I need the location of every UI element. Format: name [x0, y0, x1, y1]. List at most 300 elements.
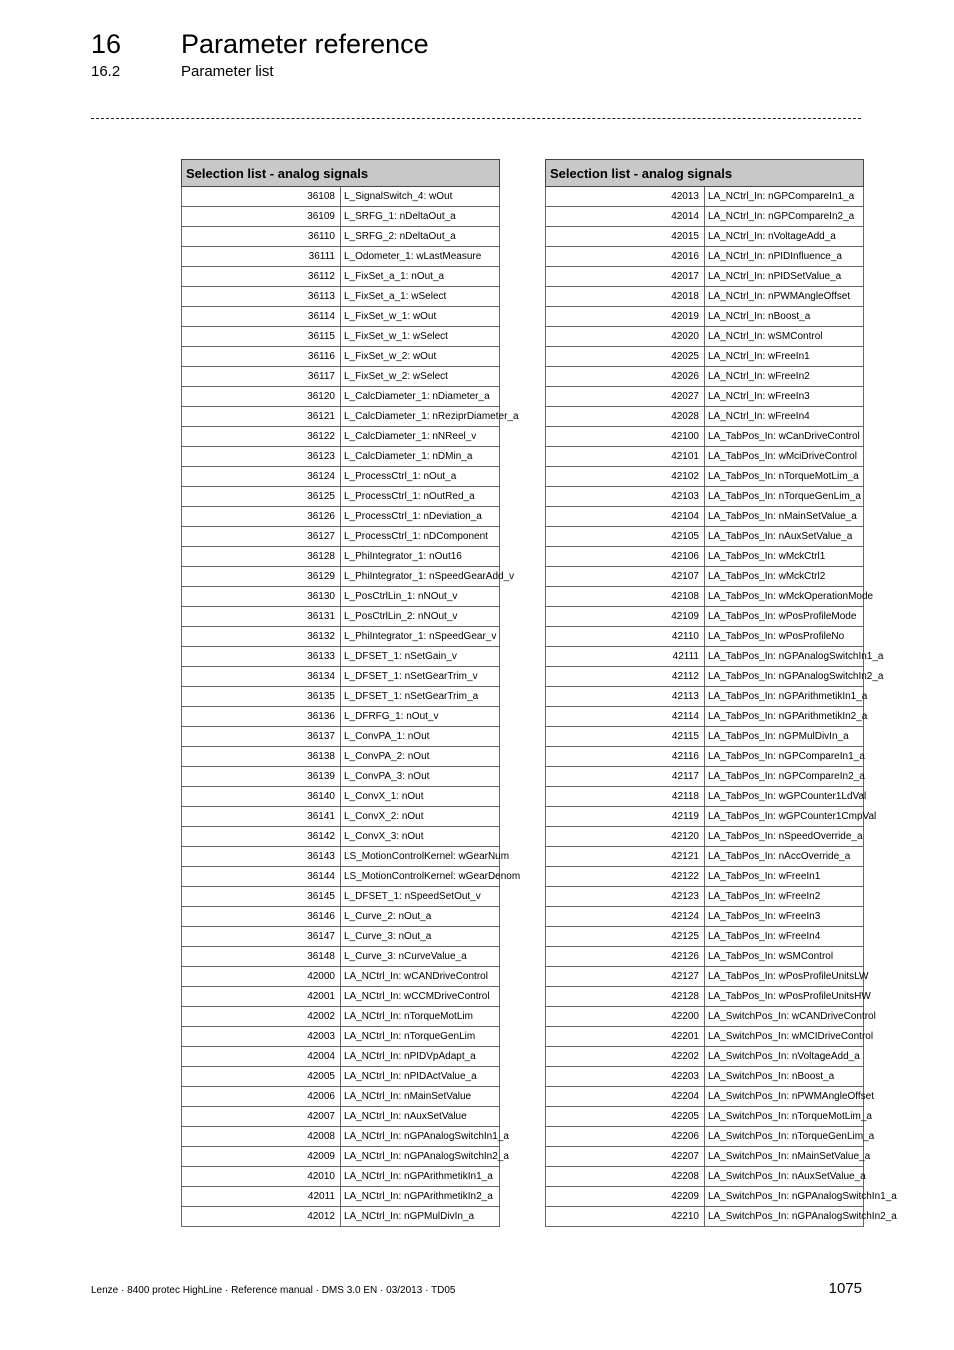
signal-code: 36127: [182, 527, 341, 547]
table-row: [182, 1127, 500, 1147]
signal-code: 42019: [546, 307, 705, 327]
signal-code: 42119: [546, 807, 705, 827]
signal-name: LA_TabPos_In: wFreeIn1: [705, 867, 864, 887]
table-row: [182, 547, 500, 567]
signal-code: 42106: [546, 547, 705, 567]
signal-code: 42104: [546, 507, 705, 527]
signal-name: LA_TabPos_In: wCanDriveControl: [705, 427, 864, 447]
signal-name: L_PosCtrlLin_1: nNOut_v: [341, 587, 500, 607]
table-row: [546, 367, 864, 387]
signal-code: 42110: [546, 627, 705, 647]
signal-name: L_DFSET_1: nSetGearTrim_v: [341, 667, 500, 687]
table-row: [182, 1027, 500, 1047]
table-row: [182, 267, 500, 287]
signal-code: 42115: [546, 727, 705, 747]
table-row: [546, 1107, 864, 1127]
signal-name: LA_NCtrl_In: nGPAnalogSwitchIn2_a: [341, 1147, 500, 1167]
signal-name: L_DFSET_1: nSetGain_v: [341, 647, 500, 667]
signal-code: 36113: [182, 287, 341, 307]
signal-code: 42201: [546, 1027, 705, 1047]
signal-name: LA_NCtrl_In: nPIDInfluence_a: [705, 247, 864, 267]
signal-code: 42005: [182, 1067, 341, 1087]
table-row: [546, 427, 864, 447]
signal-code: 42108: [546, 587, 705, 607]
signal-name: L_ConvX_2: nOut: [341, 807, 500, 827]
signal-code: 42206: [546, 1127, 705, 1147]
table-row: [546, 687, 864, 707]
signal-code: 42200: [546, 1007, 705, 1027]
signal-code: 42009: [182, 1147, 341, 1167]
signal-name: LA_NCtrl_In: wCCMDriveControl: [341, 987, 500, 1007]
signal-name: LA_TabPos_In: nTorqueMotLim_a: [705, 467, 864, 487]
signal-name: LA_SwitchPos_In: nVoltageAdd_a: [705, 1047, 864, 1067]
signal-name: L_CalcDiameter_1: nNReel_v: [341, 427, 500, 447]
signal-name: LA_TabPos_In: wMckCtrl2: [705, 567, 864, 587]
signal-name: LA_TabPos_In: nGPArithmetikIn2_a: [705, 707, 864, 727]
signal-code: 36121: [182, 407, 341, 427]
signal-name: LS_MotionControlKernel: wGearDenom: [341, 867, 500, 887]
table-row: [546, 1007, 864, 1027]
signal-name: L_FixSet_w_1: wOut: [341, 307, 500, 327]
table-title: Selection list - analog signals: [546, 160, 864, 187]
table-row: [182, 1147, 500, 1167]
signal-name: L_CalcDiameter_1: nDiameter_a: [341, 387, 500, 407]
signal-name: LA_NCtrl_In: wSMControl: [705, 327, 864, 347]
signal-name: L_SRFG_1: nDeltaOut_a: [341, 207, 500, 227]
signal-code: 42111: [546, 647, 705, 667]
table-row: [182, 767, 500, 787]
signal-code: 42107: [546, 567, 705, 587]
table-row: [182, 1067, 500, 1087]
table-row: [182, 407, 500, 427]
signal-name: LA_NCtrl_In: nGPCompareIn2_a: [705, 207, 864, 227]
table-row: [546, 1147, 864, 1167]
table-row: [546, 227, 864, 247]
signal-name: LA_TabPos_In: wPosProfileUnitsHW: [705, 987, 864, 1007]
signal-code: 42008: [182, 1127, 341, 1147]
signal-code: 36110: [182, 227, 341, 247]
signal-code: 36108: [182, 187, 341, 207]
table-row: [546, 387, 864, 407]
signal-code: 42126: [546, 947, 705, 967]
signal-code: 36125: [182, 487, 341, 507]
signal-name: LA_SwitchPos_In: wCANDriveControl: [705, 1007, 864, 1027]
signal-name: LA_SwitchPos_In: nGPAnalogSwitchIn2_a: [705, 1207, 864, 1227]
table-row: [182, 367, 500, 387]
table-row: [182, 487, 500, 507]
signal-code: 36134: [182, 667, 341, 687]
table-row: [182, 787, 500, 807]
signal-name: LA_SwitchPos_In: wMCIDriveControl: [705, 1027, 864, 1047]
table-row: [546, 507, 864, 527]
table-row: [182, 707, 500, 727]
signal-name: LA_SwitchPos_In: nAuxSetValue_a: [705, 1167, 864, 1187]
signal-name: L_ConvPA_2: nOut: [341, 747, 500, 767]
signal-name: LA_NCtrl_In: nGPArithmetikIn2_a: [341, 1187, 500, 1207]
signal-name: L_Odometer_1: wLastMeasure: [341, 247, 500, 267]
table-row: [182, 647, 500, 667]
signal-code: 42208: [546, 1167, 705, 1187]
signal-name: LA_TabPos_In: wGPCounter1LdVal: [705, 787, 864, 807]
signal-name: LA_NCtrl_In: nGPMulDivIn_a: [341, 1207, 500, 1227]
table-row: [182, 867, 500, 887]
table-row: [546, 1127, 864, 1147]
table-row: [546, 447, 864, 467]
signal-code: 42012: [182, 1207, 341, 1227]
signal-name: LA_TabPos_In: wPosProfileUnitsLW: [705, 967, 864, 987]
table-row: [546, 627, 864, 647]
table-row: [182, 1207, 500, 1227]
section-title: Parameter list: [181, 63, 274, 80]
signal-code: 42026: [546, 367, 705, 387]
page-number: 1075: [828, 1280, 862, 1297]
signal-code: 42112: [546, 667, 705, 687]
table-row: [182, 427, 500, 447]
signal-code: 42020: [546, 327, 705, 347]
table-row: [546, 747, 864, 767]
table-row: [546, 527, 864, 547]
signal-name: LA_TabPos_In: nTorqueGenLim_a: [705, 487, 864, 507]
table-row: [546, 547, 864, 567]
chapter-title: Parameter reference: [181, 29, 429, 59]
table-row: [546, 707, 864, 727]
signal-code: 36142: [182, 827, 341, 847]
signal-name: L_PhiIntegrator_1: nSpeedGearAdd_v: [341, 567, 500, 587]
signal-code: 36112: [182, 267, 341, 287]
signal-name: LA_SwitchPos_In: nTorqueGenLim_a: [705, 1127, 864, 1147]
signal-code: 42027: [546, 387, 705, 407]
signal-code: 42122: [546, 867, 705, 887]
signal-code: 42002: [182, 1007, 341, 1027]
signal-code: 36136: [182, 707, 341, 727]
signal-name: LA_TabPos_In: wFreeIn2: [705, 887, 864, 907]
table-row: [546, 1167, 864, 1187]
table-row: [546, 467, 864, 487]
signal-code: 36132: [182, 627, 341, 647]
table-row: [546, 887, 864, 907]
signal-name: LA_NCtrl_In: nGPArithmetikIn1_a: [341, 1167, 500, 1187]
signal-code: 36143: [182, 847, 341, 867]
signal-code: 42203: [546, 1067, 705, 1087]
signal-name: LA_NCtrl_In: nGPCompareIn1_a: [705, 187, 864, 207]
signal-name: LA_TabPos_In: nAccOverride_a: [705, 847, 864, 867]
signal-code: 42101: [546, 447, 705, 467]
signal-name: LA_NCtrl_In: wFreeIn2: [705, 367, 864, 387]
table-row: [182, 1087, 500, 1107]
table-row: [546, 267, 864, 287]
signal-name: LA_NCtrl_In: wFreeIn4: [705, 407, 864, 427]
table-row: [182, 667, 500, 687]
signal-name: LA_TabPos_In: nAuxSetValue_a: [705, 527, 864, 547]
signal-name: LA_NCtrl_In: nTorqueGenLim: [341, 1027, 500, 1047]
signal-code: 42025: [546, 347, 705, 367]
table-row: [182, 987, 500, 1007]
table-row: [182, 307, 500, 327]
signal-code: 36126: [182, 507, 341, 527]
signal-name: LA_SwitchPos_In: nBoost_a: [705, 1067, 864, 1087]
signal-name: L_DFSET_1: nSetGearTrim_a: [341, 687, 500, 707]
signal-code: 42116: [546, 747, 705, 767]
selection-list-table-left: [181, 159, 521, 1227]
table-row: [182, 507, 500, 527]
table-row: [182, 567, 500, 587]
signal-code: 42210: [546, 1207, 705, 1227]
table-row: [546, 207, 864, 227]
table-row: [546, 327, 864, 347]
signal-code: 42011: [182, 1187, 341, 1207]
signal-code: 42010: [182, 1167, 341, 1187]
signal-code: 42109: [546, 607, 705, 627]
signal-code: 36122: [182, 427, 341, 447]
table-row: [182, 187, 500, 207]
table-row: [546, 767, 864, 787]
signal-name: LA_SwitchPos_In: nTorqueMotLim_a: [705, 1107, 864, 1127]
signal-code: 36130: [182, 587, 341, 607]
signal-name: LA_NCtrl_In: nBoost_a: [705, 307, 864, 327]
table-row: [182, 907, 500, 927]
signal-code: 36114: [182, 307, 341, 327]
signal-code: 36120: [182, 387, 341, 407]
table-row: [546, 727, 864, 747]
table-row: [546, 987, 864, 1007]
signal-code: 36124: [182, 467, 341, 487]
signal-name: LS_MotionControlKernel: wGearNum: [341, 847, 500, 867]
signal-name: L_FixSet_a_1: nOut_a: [341, 267, 500, 287]
signal-code: 42014: [546, 207, 705, 227]
signal-name: L_FixSet_w_2: wSelect: [341, 367, 500, 387]
signal-name: L_ConvX_3: nOut: [341, 827, 500, 847]
chapter-number: 16: [91, 29, 122, 59]
table-row: [182, 687, 500, 707]
table-row: [182, 347, 500, 367]
table-row: [546, 287, 864, 307]
signal-name: L_FixSet_w_1: wSelect: [341, 327, 500, 347]
signal-code: 36109: [182, 207, 341, 227]
signal-code: 36128: [182, 547, 341, 567]
signal-code: 36111: [182, 247, 341, 267]
signal-name: LA_NCtrl_In: wCANDriveControl: [341, 967, 500, 987]
signal-name: L_Curve_2: nOut_a: [341, 907, 500, 927]
signal-name: LA_TabPos_In: nGPAnalogSwitchIn1_a: [705, 647, 864, 667]
signal-code: 36133: [182, 647, 341, 667]
signal-code: 42000: [182, 967, 341, 987]
signal-code: 42004: [182, 1047, 341, 1067]
signal-name: LA_NCtrl_In: nPIDVpAdapt_a: [341, 1047, 500, 1067]
table-row: [182, 607, 500, 627]
signal-name: LA_TabPos_In: wFreeIn3: [705, 907, 864, 927]
section-number: 16.2: [91, 63, 121, 80]
table-row: [546, 967, 864, 987]
signal-code: 42100: [546, 427, 705, 447]
signal-name: L_ProcessCtrl_1: nDComponent: [341, 527, 500, 547]
signal-code: 42015: [546, 227, 705, 247]
signal-name: LA_NCtrl_In: nMainSetValue: [341, 1087, 500, 1107]
signal-code: 36117: [182, 367, 341, 387]
signal-name: LA_NCtrl_In: nPIDSetValue_a: [705, 267, 864, 287]
table-row: [182, 467, 500, 487]
table-row: [546, 607, 864, 627]
signal-name: L_CalcDiameter_1: nDMin_a: [341, 447, 500, 467]
table-body: [182, 187, 521, 1227]
signal-name: LA_NCtrl_In: wFreeIn1: [705, 347, 864, 367]
signal-name: LA_NCtrl_In: nGPAnalogSwitchIn1_a: [341, 1127, 500, 1147]
signal-name: L_ConvPA_1: nOut: [341, 727, 500, 747]
signal-name: LA_SwitchPos_In: nPWMAngleOffset: [705, 1087, 864, 1107]
signal-code: 42017: [546, 267, 705, 287]
signal-code: 42205: [546, 1107, 705, 1127]
signal-name: L_SignalSwitch_4: wOut: [341, 187, 500, 207]
signal-name: L_FixSet_a_1: wSelect: [341, 287, 500, 307]
signal-name: LA_TabPos_In: wPosProfileMode: [705, 607, 864, 627]
table-row: [182, 587, 500, 607]
signal-name: L_ProcessCtrl_1: nOutRed_a: [341, 487, 500, 507]
signal-code: 42016: [546, 247, 705, 267]
signal-code: 36140: [182, 787, 341, 807]
signal-name: L_ProcessCtrl_1: nOut_a: [341, 467, 500, 487]
table-row: [182, 887, 500, 907]
table-row: [546, 867, 864, 887]
signal-code: 36145: [182, 887, 341, 907]
table-row: [546, 307, 864, 327]
table-row: [546, 347, 864, 367]
table-row: [546, 1207, 864, 1227]
table-row: [182, 247, 500, 267]
signal-name: LA_TabPos_In: nGPAnalogSwitchIn2_a: [705, 667, 864, 687]
selection-list-table-right: [545, 159, 897, 1227]
table-body: [546, 187, 897, 1227]
signal-code: 42128: [546, 987, 705, 1007]
table-row: [546, 827, 864, 847]
table-header-row: [182, 160, 500, 187]
signal-name: L_DFRFG_1: nOut_v: [341, 707, 500, 727]
table-row: [182, 627, 500, 647]
signal-name: LA_NCtrl_In: wFreeIn3: [705, 387, 864, 407]
signal-code: 42204: [546, 1087, 705, 1107]
signal-code: 42127: [546, 967, 705, 987]
table-row: [546, 947, 864, 967]
signal-name: L_FixSet_w_2: wOut: [341, 347, 500, 367]
signal-name: LA_TabPos_In: wPosProfileNo: [705, 627, 864, 647]
table-row: [182, 1007, 500, 1027]
signal-name: LA_NCtrl_In: nPIDActValue_a: [341, 1067, 500, 1087]
signal-name: L_ConvX_1: nOut: [341, 787, 500, 807]
signal-code: 42105: [546, 527, 705, 547]
signal-code: 42124: [546, 907, 705, 927]
signal-code: 42001: [182, 987, 341, 1007]
signal-name: L_Curve_3: nCurveValue_a: [341, 947, 500, 967]
table-row: [546, 807, 864, 827]
table-row: [182, 947, 500, 967]
table-row: [546, 907, 864, 927]
signal-name: LA_TabPos_In: nSpeedOverride_a: [705, 827, 864, 847]
signal-name: LA_NCtrl_In: nPWMAngleOffset: [705, 287, 864, 307]
signal-name: LA_SwitchPos_In: nGPAnalogSwitchIn1_a: [705, 1187, 864, 1207]
table-row: [546, 407, 864, 427]
table-row: [182, 807, 500, 827]
signal-code: 42123: [546, 887, 705, 907]
table-row: [182, 447, 500, 467]
table-header-row: [546, 160, 864, 187]
signal-code: 36144: [182, 867, 341, 887]
signal-name: LA_TabPos_In: wFreeIn4: [705, 927, 864, 947]
signal-code: 42103: [546, 487, 705, 507]
signal-code: 42209: [546, 1187, 705, 1207]
signal-code: 36139: [182, 767, 341, 787]
table-row: [546, 787, 864, 807]
signal-code: 42102: [546, 467, 705, 487]
signal-name: LA_TabPos_In: wGPCounter1CmpVal: [705, 807, 864, 827]
signal-code: 42007: [182, 1107, 341, 1127]
signal-code: 36116: [182, 347, 341, 367]
table-row: [182, 1187, 500, 1207]
signal-code: 42028: [546, 407, 705, 427]
signal-code: 42117: [546, 767, 705, 787]
table-row: [182, 1107, 500, 1127]
signal-name: L_DFSET_1: nSpeedSetOut_v: [341, 887, 500, 907]
table-row: [182, 827, 500, 847]
signal-code: 42202: [546, 1047, 705, 1067]
table-row: [182, 527, 500, 547]
signal-name: L_ProcessCtrl_1: nDeviation_a: [341, 507, 500, 527]
signal-name: LA_NCtrl_In: nTorqueMotLim: [341, 1007, 500, 1027]
signal-code: 42125: [546, 927, 705, 947]
table-row: [546, 667, 864, 687]
signal-code: 36138: [182, 747, 341, 767]
signal-code: 36135: [182, 687, 341, 707]
signal-name: LA_NCtrl_In: nAuxSetValue: [341, 1107, 500, 1127]
table-row: [546, 1087, 864, 1107]
table-row: [546, 847, 864, 867]
signal-code: 42018: [546, 287, 705, 307]
signal-name: LA_NCtrl_In: nVoltageAdd_a: [705, 227, 864, 247]
signal-code: 36146: [182, 907, 341, 927]
table-row: [182, 967, 500, 987]
header-divider: [91, 118, 861, 119]
table-row: [546, 1067, 864, 1087]
table-row: [546, 587, 864, 607]
table-row: [182, 227, 500, 247]
signal-code: 36115: [182, 327, 341, 347]
table-row: [546, 1187, 864, 1207]
signal-code: 42003: [182, 1027, 341, 1047]
table-row: [546, 247, 864, 267]
table-row: [182, 927, 500, 947]
signal-name: LA_TabPos_In: nMainSetValue_a: [705, 507, 864, 527]
table-row: [182, 327, 500, 347]
signal-name: L_PosCtrlLin_2: nNOut_v: [341, 607, 500, 627]
table-row: [546, 927, 864, 947]
signal-name: LA_TabPos_In: nGPArithmetikIn1_a: [705, 687, 864, 707]
signal-name: L_CalcDiameter_1: nReziprDiameter_a: [341, 407, 500, 427]
table-row: [182, 1167, 500, 1187]
signal-code: 42120: [546, 827, 705, 847]
table-row: [182, 287, 500, 307]
table-row: [546, 1047, 864, 1067]
signal-code: 36131: [182, 607, 341, 627]
signal-code: 42013: [546, 187, 705, 207]
signal-name: LA_SwitchPos_In: nMainSetValue_a: [705, 1147, 864, 1167]
table-row: [546, 187, 864, 207]
footer-text: Lenze · 8400 protec HighLine · Reference manual · DMS 3.0 EN · 03/2013 · TD05: [91, 1285, 456, 1296]
table-row: [182, 847, 500, 867]
signal-code: 42118: [546, 787, 705, 807]
signal-name: LA_TabPos_In: wMckOperationMode: [705, 587, 864, 607]
signal-name: L_Curve_3: nOut_a: [341, 927, 500, 947]
signal-code: 36123: [182, 447, 341, 467]
signal-name: LA_TabPos_In: wSMControl: [705, 947, 864, 967]
table-row: [182, 747, 500, 767]
table-title: Selection list - analog signals: [182, 160, 500, 187]
